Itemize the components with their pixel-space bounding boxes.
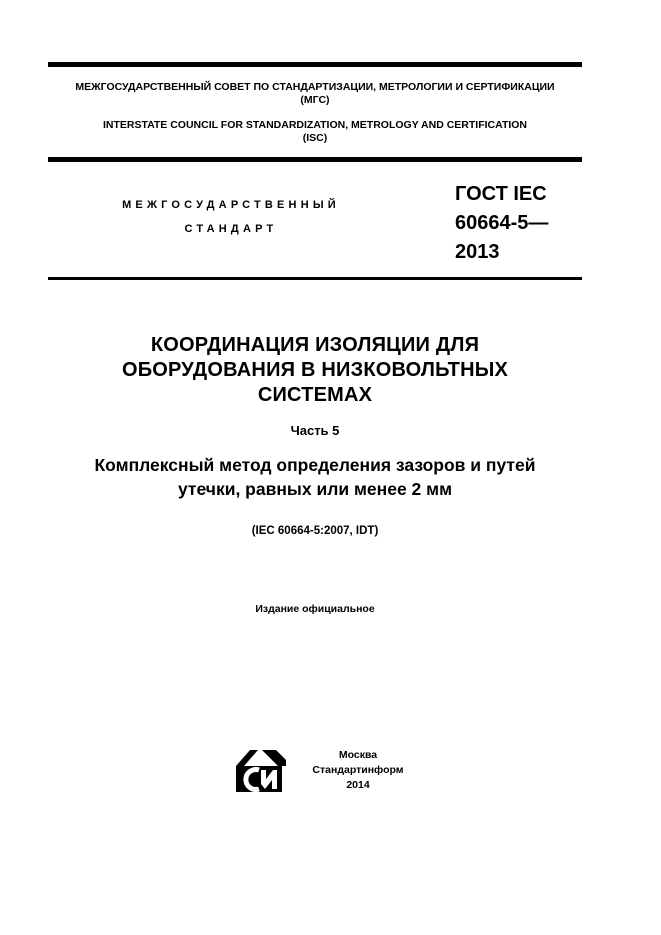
title-line3: СИСТЕМАХ	[257, 384, 373, 406]
subtitle-line1: Комплексный метод определения зазоров и путей	[94, 455, 536, 475]
document-subtitle	[48, 453, 582, 501]
designation-bottom-rule	[48, 277, 582, 280]
part-label: Часть 5	[290, 423, 340, 438]
subtitle-line2: утечки, равных или менее 2 мм	[177, 479, 453, 499]
council-en-abbr: (ISC)	[302, 132, 328, 144]
document-title	[48, 333, 582, 408]
publisher-city: Москва	[338, 749, 378, 761]
top-rule	[48, 62, 582, 67]
header-bottom-rule	[48, 157, 582, 162]
title-line2: ОБОРУДОВАНИЯ В НИЗКОВОЛЬТНЫХ	[121, 359, 509, 381]
standard-designation	[455, 180, 548, 267]
council-en	[48, 119, 582, 145]
council-ru-name: МЕЖГОСУДАРСТВЕННЫЙ СОВЕТ ПО СТАНДАРТИЗАЦИИ, МЕТРОЛОГИИ И СЕРТИФИКАЦИИ	[75, 81, 555, 93]
title-line1: КООРДИНАЦИЯ ИЗОЛЯЦИИ ДЛЯ	[150, 334, 480, 356]
standartinform-logo-icon	[234, 746, 286, 794]
standard-kind-line2: СТАНДАРТ	[184, 223, 278, 235]
publisher-block	[293, 748, 423, 793]
edition-label: Издание официальное	[255, 603, 375, 615]
publisher-year: 2014	[346, 779, 370, 791]
council-ru-abbr: (МГС)	[300, 94, 330, 106]
iec-reference: (IEC 60664-5:2007, IDT)	[251, 525, 379, 537]
designation-line3: 2013	[455, 241, 500, 263]
council-ru	[48, 81, 582, 107]
designation-line1: ГОСТ IEC	[455, 183, 547, 205]
standard-kind-line1: МЕЖГОСУДАРСТВЕННЫЙ	[122, 199, 340, 211]
publisher-name: Стандартинформ	[312, 764, 404, 776]
council-en-name: INTERSTATE COUNCIL FOR STANDARDIZATION, METROLOGY AND CERTIFICATION	[102, 119, 528, 131]
designation-line2: 60664-5—	[455, 212, 549, 234]
